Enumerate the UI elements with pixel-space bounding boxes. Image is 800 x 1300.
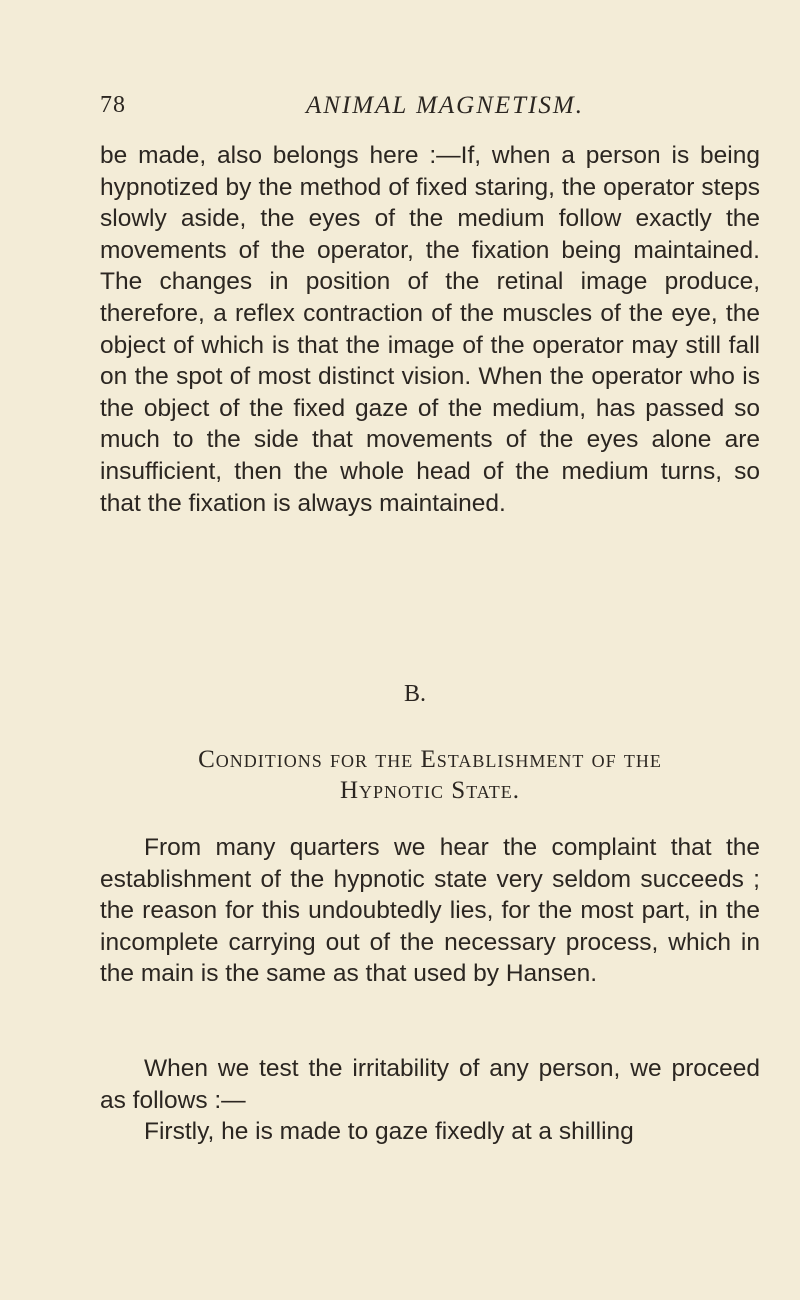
paragraph-1: be made, also belongs here :—If, when a person is being hypnotized by the method of fixed staring, the operator steps slowly aside, the eyes of the medium follow exactly the movements of the operator, the fixation being maintained. The changes in position of the retinal image produce, therefore, a reflex contraction of the muscles of the eye, the object of which is that the image of the operator may still fall on the spot of most distinct vision. When the operator who is the object of the fixed gaze of the medium, has passed so much to the side that movements of the eyes alone are insufficient, then the whole head of the medium turns, so that the fixation is always maintained. xyxy=(100,142,760,517)
section-heading xyxy=(100,744,760,806)
section-letter: B. xyxy=(403,681,426,707)
paragraph-3: When we test the irritability of any person, we proceed as follows :— xyxy=(100,1055,760,1114)
running-title: ANIMAL MAGNETISM. xyxy=(306,92,584,119)
paragraph-4: Firstly, he is made to gaze fixedly at a shilling xyxy=(144,1118,634,1145)
running-header xyxy=(100,92,760,132)
section-heading-line-1: Conditions for the Establishment of the xyxy=(198,746,662,773)
paragraph-2: From many quarters we hear the complaint that the establishment of the hypnotic state very seldom succeeds ; the reason for this undoubtedly lies, for the most part, in the incomplete carrying out of the necessary process, which in the main is the same as that used by Hansen. xyxy=(100,834,760,988)
section-heading-line-2: Hypnotic State. xyxy=(339,777,520,804)
page-number: 78 xyxy=(100,92,126,118)
